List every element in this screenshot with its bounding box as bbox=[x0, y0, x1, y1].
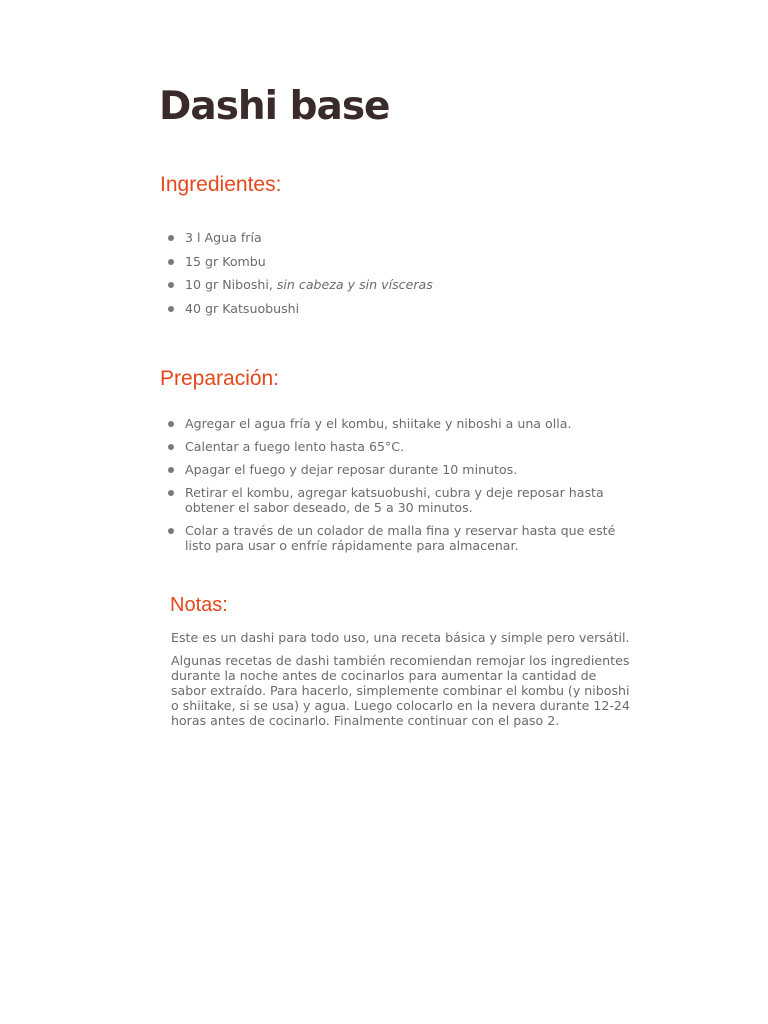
page-title: Dashi base bbox=[159, 84, 390, 129]
bullet-icon bbox=[168, 467, 174, 473]
bullet-icon bbox=[168, 444, 174, 450]
list-item bbox=[163, 301, 623, 316]
notes-paragraph: Algunas recetas de dashi también recomiendan remojar los ingredientes durante la noche antes de cocinarlos para aumentar la cantidad de sabor extraído. Para hacerlo, simplemente combinar el kombu (y niboshi o shiitake, si se usa) y agua. Luego colocarlo en la nevera durante 12-24 horas antes de cocinarlo. Finalmente continuar con el paso 2. bbox=[171, 653, 630, 728]
step-text: Retirar el kombu, agregar katsuobushi, cubra y deje reposar hasta obtener el sabor deseado, de 5 a 30 minutos. bbox=[185, 485, 604, 515]
list-item bbox=[163, 416, 633, 431]
bullet-icon bbox=[168, 421, 174, 427]
ingredient-note: sin cabeza y sin vísceras bbox=[276, 277, 433, 292]
bullet-icon bbox=[168, 282, 174, 288]
notes-heading: Notas: bbox=[170, 594, 228, 616]
list-item bbox=[163, 439, 633, 454]
notes-body bbox=[171, 630, 631, 736]
step-text: Agregar el agua fría y el kombu, shiitake y niboshi a una olla. bbox=[185, 416, 572, 431]
list-item bbox=[163, 523, 633, 553]
step-text: Colar a través de un colador de malla fina y reservar hasta que esté listo para usar o enfríe rápidamente para almacenar. bbox=[185, 523, 616, 553]
ingredients-list bbox=[163, 230, 623, 324]
list-item bbox=[163, 277, 623, 292]
list-item bbox=[163, 254, 623, 269]
bullet-icon bbox=[168, 306, 174, 312]
list-item bbox=[163, 230, 623, 245]
step-text: Apagar el fuego y dejar reposar durante 10 minutos. bbox=[185, 462, 518, 477]
ingredient-text: 10 gr Niboshi, bbox=[185, 277, 277, 292]
list-item bbox=[163, 485, 633, 515]
list-item bbox=[163, 462, 633, 477]
bullet-icon bbox=[168, 528, 174, 534]
bullet-icon bbox=[168, 235, 174, 241]
ingredient-text: 40 gr Katsuobushi bbox=[185, 300, 300, 316]
ingredient-text: 3 l Agua fría bbox=[185, 230, 262, 245]
ingredient-text: 15 gr Kombu bbox=[185, 253, 266, 269]
preparation-heading: Preparación: bbox=[160, 367, 280, 390]
bullet-icon bbox=[168, 490, 174, 496]
step-text: Calentar a fuego lento hasta 65°C. bbox=[185, 439, 405, 454]
ingredients-heading: Ingredientes: bbox=[160, 173, 282, 196]
notes-paragraph: Este es un dashi para todo uso, una receta básica y simple pero versátil. bbox=[171, 630, 630, 645]
bullet-icon bbox=[168, 259, 174, 265]
preparation-steps-list bbox=[163, 416, 633, 561]
